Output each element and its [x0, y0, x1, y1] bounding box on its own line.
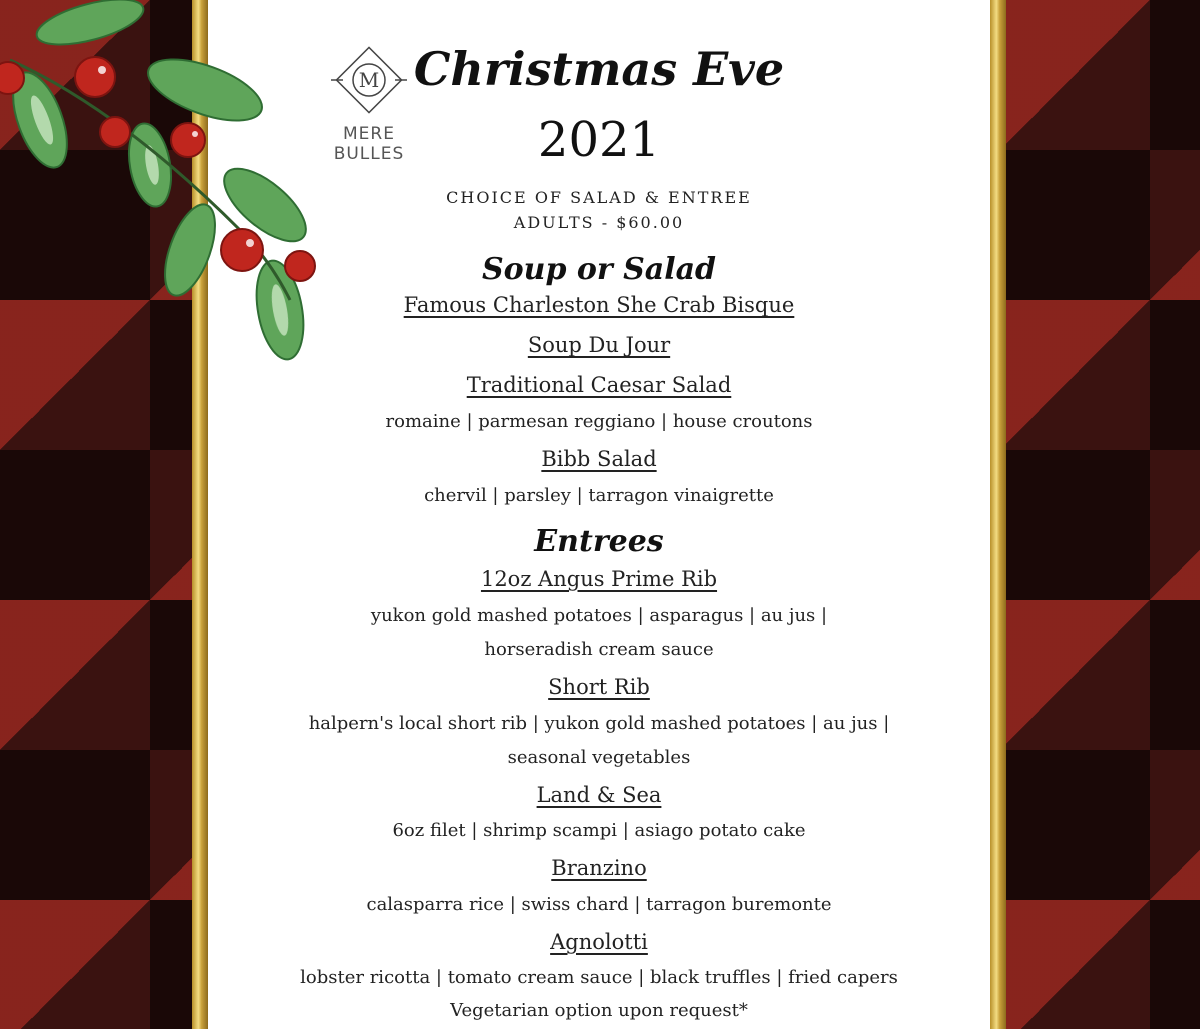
logo-name: MERE BULLES	[333, 124, 405, 164]
menu-item-caesar-salad: Traditional Caesar Salad	[466, 373, 732, 397]
menu-subtitle-choice: CHOICE OF SALAD & ENTREE	[446, 188, 752, 207]
menu-item-land-sea: Land & Sea	[536, 783, 662, 807]
menu-item-branzino-desc: calasparra rice | swiss chard | tarragon buremonte	[366, 894, 832, 915]
menu-item-land-sea-desc: 6oz filet | shrimp scampi | asiago potato cake	[392, 820, 806, 841]
menu-item-prime-rib-desc-1: yukon gold mashed potatoes | asparagus | au jus |	[370, 605, 828, 626]
menu-item-bibb-desc: chervil | parsley | tarragon vinaigrette	[424, 485, 774, 506]
menu-item-short-rib-desc-1: halpern's local short rib | yukon gold mashed potatoes | au jus |	[308, 713, 890, 734]
menu-item-caesar-desc: romaine | parmesan reggiano | house croutons	[385, 411, 813, 432]
section-heading-soup-salad: Soup or Salad	[481, 252, 717, 287]
menu-item-bibb-salad: Bibb Salad	[541, 447, 657, 471]
menu-item-agnolotti: Agnolotti	[550, 930, 648, 954]
menu-item-soup-du-jour: Soup Du Jour	[527, 333, 671, 357]
logo-monogram: M	[358, 68, 380, 92]
vegetarian-note: Vegetarian option upon request*	[450, 1000, 748, 1021]
menu-item-prime-rib-desc-2: horseradish cream sauce	[484, 639, 714, 660]
menu-item-branzino: Branzino	[551, 856, 647, 880]
menu-item-short-rib: Short Rib	[548, 675, 650, 699]
section-heading-entrees: Entrees	[534, 524, 664, 559]
menu-item-she-crab-bisque: Famous Charleston She Crab Bisque	[403, 293, 795, 317]
gold-border-right	[990, 0, 1006, 1029]
menu-subtitle-price: ADULTS - $60.00	[513, 213, 685, 232]
menu-item-short-rib-desc-2: seasonal vegetables	[507, 747, 691, 768]
menu-item-prime-rib: 12oz Angus Prime Rib	[480, 567, 718, 591]
plaid-background-right	[1000, 0, 1200, 1029]
menu-year: 2021	[537, 112, 661, 168]
menu-title: Christmas Eve	[413, 42, 785, 96]
menu-item-agnolotti-desc: lobster ricotta | tomato cream sauce | black truffles | fried capers	[300, 967, 898, 988]
